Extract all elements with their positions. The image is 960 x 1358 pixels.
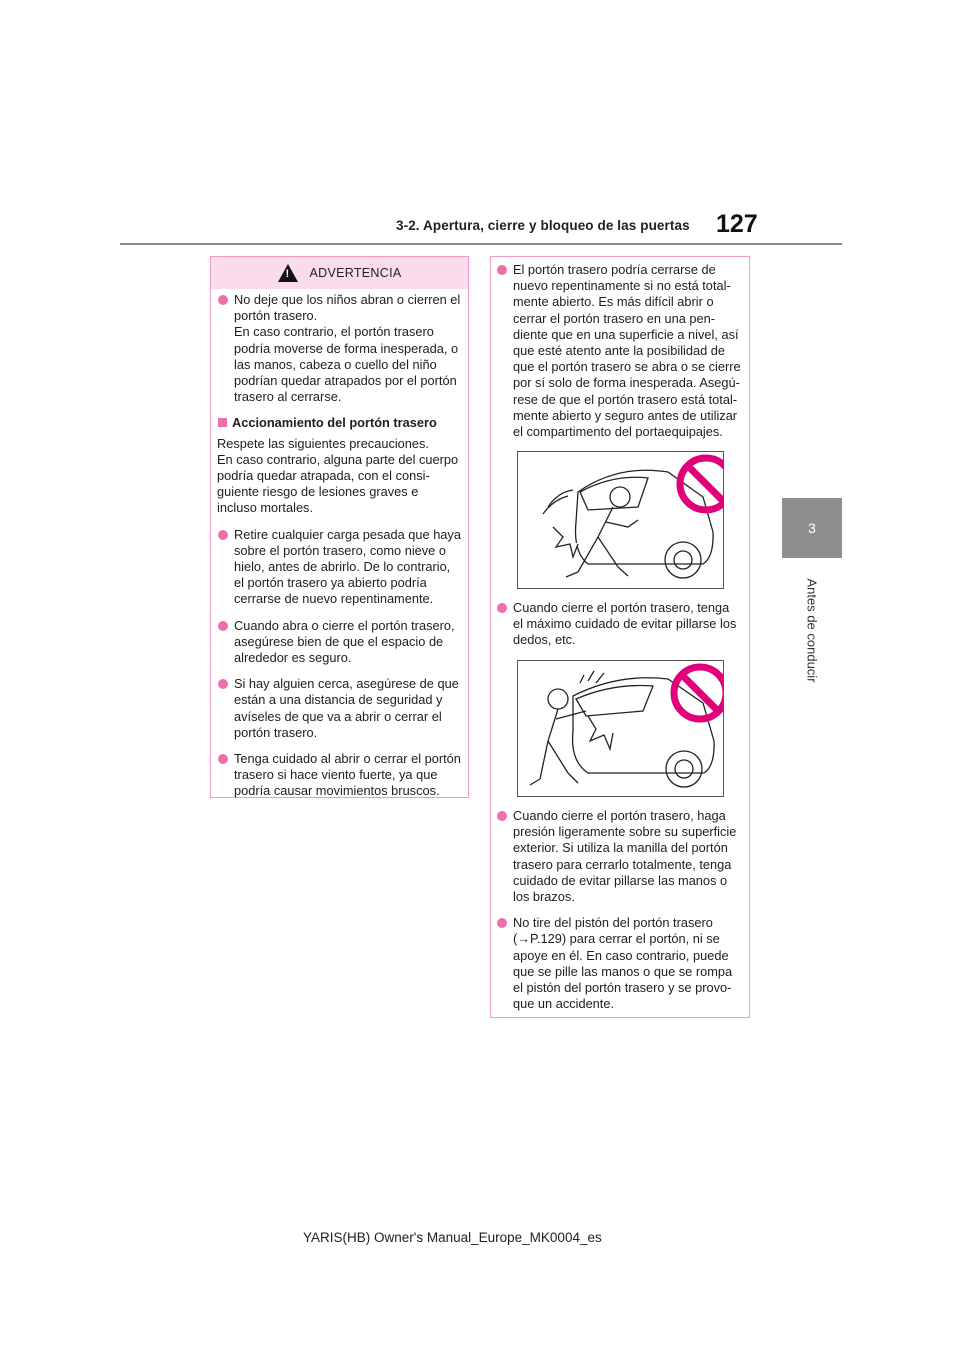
text-line: No deje que los niños abran o cierren el bbox=[234, 292, 461, 307]
text-line: apoye en él. En caso contrario, puede bbox=[513, 947, 729, 963]
text-line: alrededor es seguro. bbox=[234, 650, 352, 666]
list-item bbox=[496, 600, 748, 649]
text-line: el pistón del portón trasero y se provo- bbox=[513, 980, 732, 996]
warning-title: ADVERTENCIA bbox=[309, 266, 402, 280]
text-line: cerrarse de nuevo repentinamente. bbox=[234, 591, 434, 607]
warning-triangle-icon bbox=[278, 264, 298, 282]
text-line: las manos, cabeza o cuello del niño bbox=[234, 356, 437, 372]
text-line: exterior. Si utiliza la manilla del portón bbox=[513, 840, 728, 856]
text-line: Si hay alguien cerca, asegúrese de que bbox=[234, 676, 459, 692]
list-item bbox=[217, 292, 467, 405]
text-line: cuidado de evitar pillarse las manos o bbox=[513, 872, 728, 888]
header-rule bbox=[120, 243, 842, 245]
list-item bbox=[496, 915, 748, 1012]
prohibition-icon bbox=[680, 458, 723, 510]
bullet-icon bbox=[218, 621, 228, 631]
text-line: portón trasero. bbox=[234, 308, 318, 324]
text-line: están a una distancia de seguridad y bbox=[234, 692, 443, 708]
list-item bbox=[496, 262, 748, 440]
text-line: rese de que el portón trasero está total- bbox=[513, 391, 738, 407]
chapter-number: 3 bbox=[808, 520, 816, 536]
text-line: avíseles de que va a abrir o cerrar el bbox=[234, 708, 442, 724]
text-line: podría quedar atrapada, con el consi- bbox=[217, 468, 430, 484]
text-line: que el portón trasero se abra o se cierre bbox=[513, 359, 741, 375]
text-line: que un accidente. bbox=[513, 996, 615, 1012]
text-line: En caso contrario, alguna parte del cuerpo bbox=[217, 451, 459, 467]
bullet-icon bbox=[218, 679, 228, 689]
text-line: trasero si hace viento fuerte, ya que bbox=[234, 767, 438, 783]
text-line: que se pille las manos o que se rompa bbox=[513, 963, 733, 979]
right-column-content-2 bbox=[496, 600, 748, 659]
list-item bbox=[217, 676, 467, 741]
prohibition-icon bbox=[674, 667, 723, 719]
section-title: 3-2. Apertura, cierre y bloqueo de las puertas bbox=[396, 218, 690, 233]
text-line: Tenga cuidado al abrir o cerrar el portón bbox=[234, 751, 461, 767]
text-line: asegúrese bien de que el espacio de bbox=[234, 633, 444, 649]
list-item bbox=[496, 808, 748, 905]
right-column-content-3 bbox=[496, 808, 748, 1022]
text-line: El portón trasero podría cerrarse de bbox=[513, 262, 716, 277]
list-item bbox=[217, 751, 467, 800]
text-line: el portón trasero ya abierto podría bbox=[234, 575, 427, 591]
text-line: Cuando cierre el portón trasero, haga bbox=[513, 808, 726, 823]
text-line: podrían quedar atrapados por el portón bbox=[234, 373, 457, 389]
text-line: diente que en una superficie a nivel, así bbox=[513, 326, 739, 342]
text-line: podría moverse de forma inesperada, o bbox=[234, 340, 459, 356]
car-pinch-illustration bbox=[518, 661, 723, 796]
bullet-icon bbox=[218, 295, 228, 305]
bullet-icon bbox=[497, 265, 507, 275]
warning-header bbox=[211, 257, 468, 289]
car-tailgate-illustration bbox=[518, 452, 723, 588]
page-number: 127 bbox=[716, 210, 758, 238]
text-line: trasero para cerrarlo totalmente, tenga bbox=[513, 856, 732, 872]
chapter-tab bbox=[782, 498, 842, 558]
text-line: presión ligeramente sobre su superficie bbox=[513, 824, 737, 840]
bullet-icon bbox=[218, 530, 228, 540]
illustration-tailgate-closing bbox=[517, 451, 724, 589]
text-line: trasero al cerrarse. bbox=[234, 389, 342, 405]
bullet-icon bbox=[497, 603, 507, 613]
subsection-heading-text: Accionamiento del portón trasero bbox=[232, 415, 437, 431]
chapter-label: Antes de conducir bbox=[804, 577, 820, 683]
text-line: el máximo cuidado de evitar pillarse los bbox=[513, 616, 737, 632]
illustration-hand-pinch bbox=[517, 660, 724, 797]
text-line: por sí solo de forma inesperada. Asegú- bbox=[513, 375, 740, 391]
text-line: que esté atento ante la posibilidad de bbox=[513, 343, 726, 359]
square-bullet-icon bbox=[218, 418, 227, 427]
chapter-label-wrap bbox=[790, 560, 834, 700]
list-item bbox=[217, 618, 467, 667]
text-line: sobre el portón trasero, como nieve o bbox=[234, 542, 446, 558]
list-item bbox=[217, 527, 467, 608]
left-column-content bbox=[217, 292, 467, 810]
text-line: Retire cualquier carga pesada que haya bbox=[234, 526, 461, 542]
text-line: mente abierto y seguro antes de utilizar bbox=[513, 407, 738, 423]
text-line: No tire del pistón del portón trasero bbox=[513, 915, 713, 931]
text-line: el compartimento del portaequipajes. bbox=[513, 424, 723, 440]
text-line: los brazos. bbox=[513, 889, 575, 905]
text-line: cerrar el portón trasero en una pen- bbox=[513, 310, 716, 326]
text-line: portón trasero. bbox=[234, 724, 318, 740]
bullet-icon bbox=[218, 754, 228, 764]
page-reference-link[interactable]: (→P.129) para cerrar el portón, ni se bbox=[513, 931, 720, 947]
bullet-icon bbox=[497, 811, 507, 821]
text-line: Cuando abra o cierre el portón trasero, bbox=[234, 617, 455, 633]
text-line: podría causar movimientos bruscos. bbox=[234, 783, 440, 799]
text-line: hielo, antes de abrirlo. De lo contrario, bbox=[234, 559, 451, 575]
text-line: En caso contrario, el portón trasero bbox=[234, 324, 434, 340]
right-column-content bbox=[496, 262, 748, 450]
text-line: Cuando cierre el portón trasero, tenga bbox=[513, 600, 730, 615]
text-line: nuevo repentinamente si no está total- bbox=[513, 278, 731, 294]
text-line: dedos, etc. bbox=[513, 632, 576, 648]
text-line: guiente riesgo de lesiones graves e bbox=[217, 484, 419, 500]
footer-manual-id: YARIS(HB) Owner's Manual_Europe_MK0004_es bbox=[303, 1230, 602, 1245]
text-line: mente abierto. Es más difícil abrir o bbox=[513, 294, 714, 310]
text-line: Respete las siguientes precauciones. bbox=[217, 435, 429, 451]
subsection-intro bbox=[217, 436, 467, 517]
text-line: incluso mortales. bbox=[217, 500, 314, 516]
subsection-heading bbox=[217, 415, 467, 431]
bullet-icon bbox=[497, 918, 507, 928]
